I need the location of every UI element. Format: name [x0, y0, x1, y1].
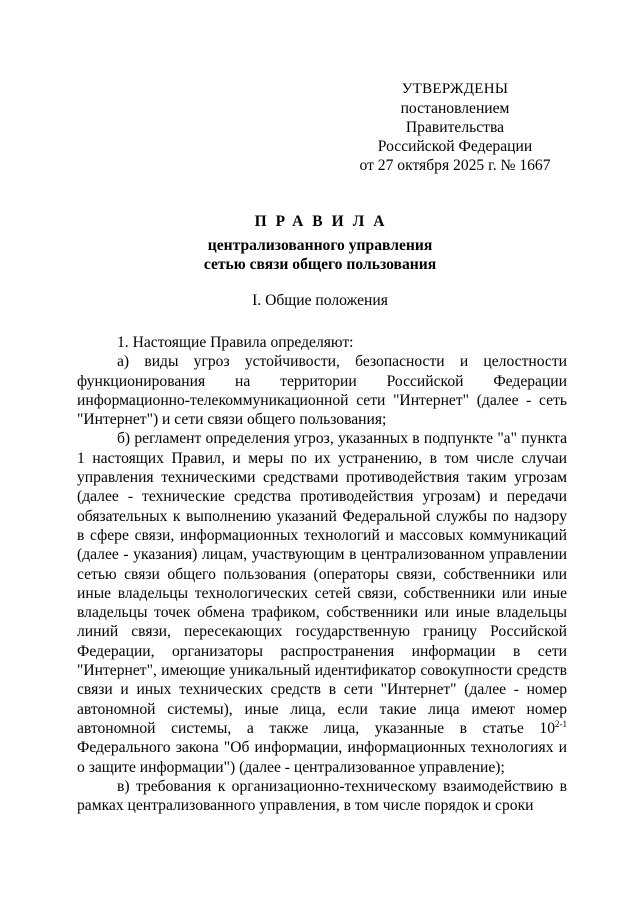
paragraph-v: в) требования к организационно-техническому взаимодействию в рамках централизованного управления, в том числе порядок и сроки	[77, 777, 567, 815]
paragraph-a: а) виды угроз устойчивости, безопасности и целостности функционирования на территории Российской Федерации информационно-телекоммуникационной сети "Интернет" (далее - сеть "Интернет") и сети связи общего пользования;	[77, 353, 567, 429]
paragraph-b-text: б) регламент определения угроз, указанных в подпункте "а" пункта 1 настоящих Правил, и меры по их устранению, в том числе случаи управления техническими средствами противодействия таким угрозам (далее - технические средства противодействия угрозам) и передачи обязательных к выполнению указаний Федеральной службы по надзору в сфере связи, информационных технологий и массовых коммуникаций (далее - указания) лицам, участвующим в централизованном управлении сетью связи общего пользования (операторы связи, собственники или иные владельцы технологических сетей связи, собственники или иные владельцы точек обмена трафиком, собственники или иные владельцы линий связи, пересекающих государственную границу Российской Федерации, организаторы распространения информации в сети "Интернет", имеющие уникальный идентификатор совокупности средств связи и иных технических средств в сети "Интернет" (далее - номер автономной системы), иные лица, если такие лица имеют номер автономной системы, а также лица, указанные в статье 10	[77, 430, 567, 737]
approval-line-1: постановлением Правительства	[400, 100, 510, 136]
paragraph-b	[77, 429, 567, 776]
subtitle-line-1: централизованного управления	[207, 237, 433, 254]
subtitle-line-2: сетью связи общего пользования	[203, 256, 437, 273]
paragraph-b-tail: Федерального закона "Об информации, информационных технологиях и о защите информации") (далее - централизованное управление);	[77, 739, 567, 776]
document-body	[77, 333, 567, 815]
approval-block	[350, 80, 560, 175]
section-heading: I. Общие положения	[252, 292, 388, 309]
approval-heading: УТВЕРЖДЕНЫ	[401, 81, 509, 97]
document-subtitle	[0, 236, 640, 274]
approval-line-2: Российской Федерации	[377, 138, 533, 155]
article-superscript: 2-1	[555, 718, 567, 729]
document-title: ПРАВИЛА	[254, 213, 394, 230]
approval-line-3: от 27 октября 2025 г. № 1667	[359, 157, 551, 174]
paragraph-1: 1. Настоящие Правила определяют:	[117, 334, 354, 351]
